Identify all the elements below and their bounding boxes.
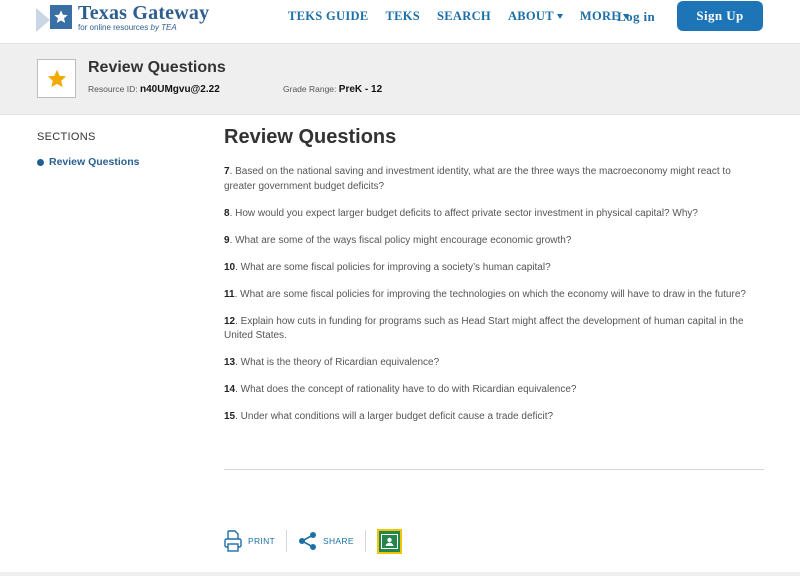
question-item: 15. Under what conditions will a larger budget deficit cause a trade deficit? xyxy=(224,411,554,422)
nav-about[interactable]: ABOUT xyxy=(508,9,563,24)
logo-title: Texas Gateway xyxy=(78,1,210,24)
texas-gateway-logo[interactable] xyxy=(36,0,209,34)
nav-teks[interactable]: TEKS xyxy=(385,9,421,23)
star-icon xyxy=(37,59,76,98)
login-link[interactable]: Log in xyxy=(617,9,656,24)
question-item: 11. What are some fiscal policies for improving the technologies on which the economy will have to draw in the future? xyxy=(224,288,746,300)
logo-subtitle: for online resources by TEA xyxy=(78,22,177,32)
divider xyxy=(365,530,366,552)
share-bar xyxy=(224,528,402,554)
page-title: Review Questions xyxy=(224,126,397,148)
share-icon xyxy=(298,531,318,551)
google-classroom-icon[interactable] xyxy=(377,529,402,554)
footer-edge xyxy=(0,572,800,576)
question-item: 8. How would you expect larger budget deficits to affect private sector investment in physical capital? Why? xyxy=(224,207,698,219)
logo-star-icon xyxy=(36,2,74,32)
signup-button[interactable]: Sign Up xyxy=(677,1,763,31)
share-button[interactable] xyxy=(298,531,354,551)
nav-teks-guide[interactable]: TEKS GUIDE xyxy=(288,9,369,23)
nav-more[interactable]: MORE xyxy=(580,9,629,24)
bullet-icon xyxy=(37,159,44,166)
question-item: 14. What does the concept of rationality have to do with Ricardian equivalence? xyxy=(224,384,577,395)
share-label: SHARE xyxy=(323,536,354,546)
nav-search[interactable]: SEARCH xyxy=(437,9,491,23)
resource-title: Review Questions xyxy=(88,59,226,76)
question-item: 10. What are some fiscal policies for improving a society’s human capital? xyxy=(224,261,551,273)
sections-heading: SECTIONS xyxy=(37,131,96,143)
top-navigation xyxy=(0,0,800,44)
question-item: 9. What are some of the ways fiscal policy might encourage economic growth? xyxy=(224,234,572,246)
question-item: 7. Based on the national saving and investment identity, what are the three ways the macroeconomy might react to greater government budget deficits? xyxy=(224,166,731,192)
print-label: PRINT xyxy=(248,536,275,546)
resource-id: Resource ID: n40UMgvu@2.22 xyxy=(88,84,220,95)
main-nav xyxy=(288,9,646,24)
sidebar-item-label: Review Questions xyxy=(49,156,140,168)
question-list xyxy=(224,165,764,437)
printer-icon xyxy=(224,530,242,552)
sidebar-item-review-questions[interactable] xyxy=(37,156,139,168)
resource-banner xyxy=(0,44,800,115)
question-item: 13. What is the theory of Ricardian equivalence? xyxy=(224,357,440,368)
question-item: 12. Explain how cuts in funding for programs such as Head Start might affect the development of human capital in the United States. xyxy=(224,315,744,341)
chevron-down-icon xyxy=(557,14,563,19)
content-divider xyxy=(224,469,764,470)
grade-range: Grade Range: PreK - 12 xyxy=(283,84,383,95)
print-button[interactable] xyxy=(224,530,275,552)
divider xyxy=(286,530,287,552)
